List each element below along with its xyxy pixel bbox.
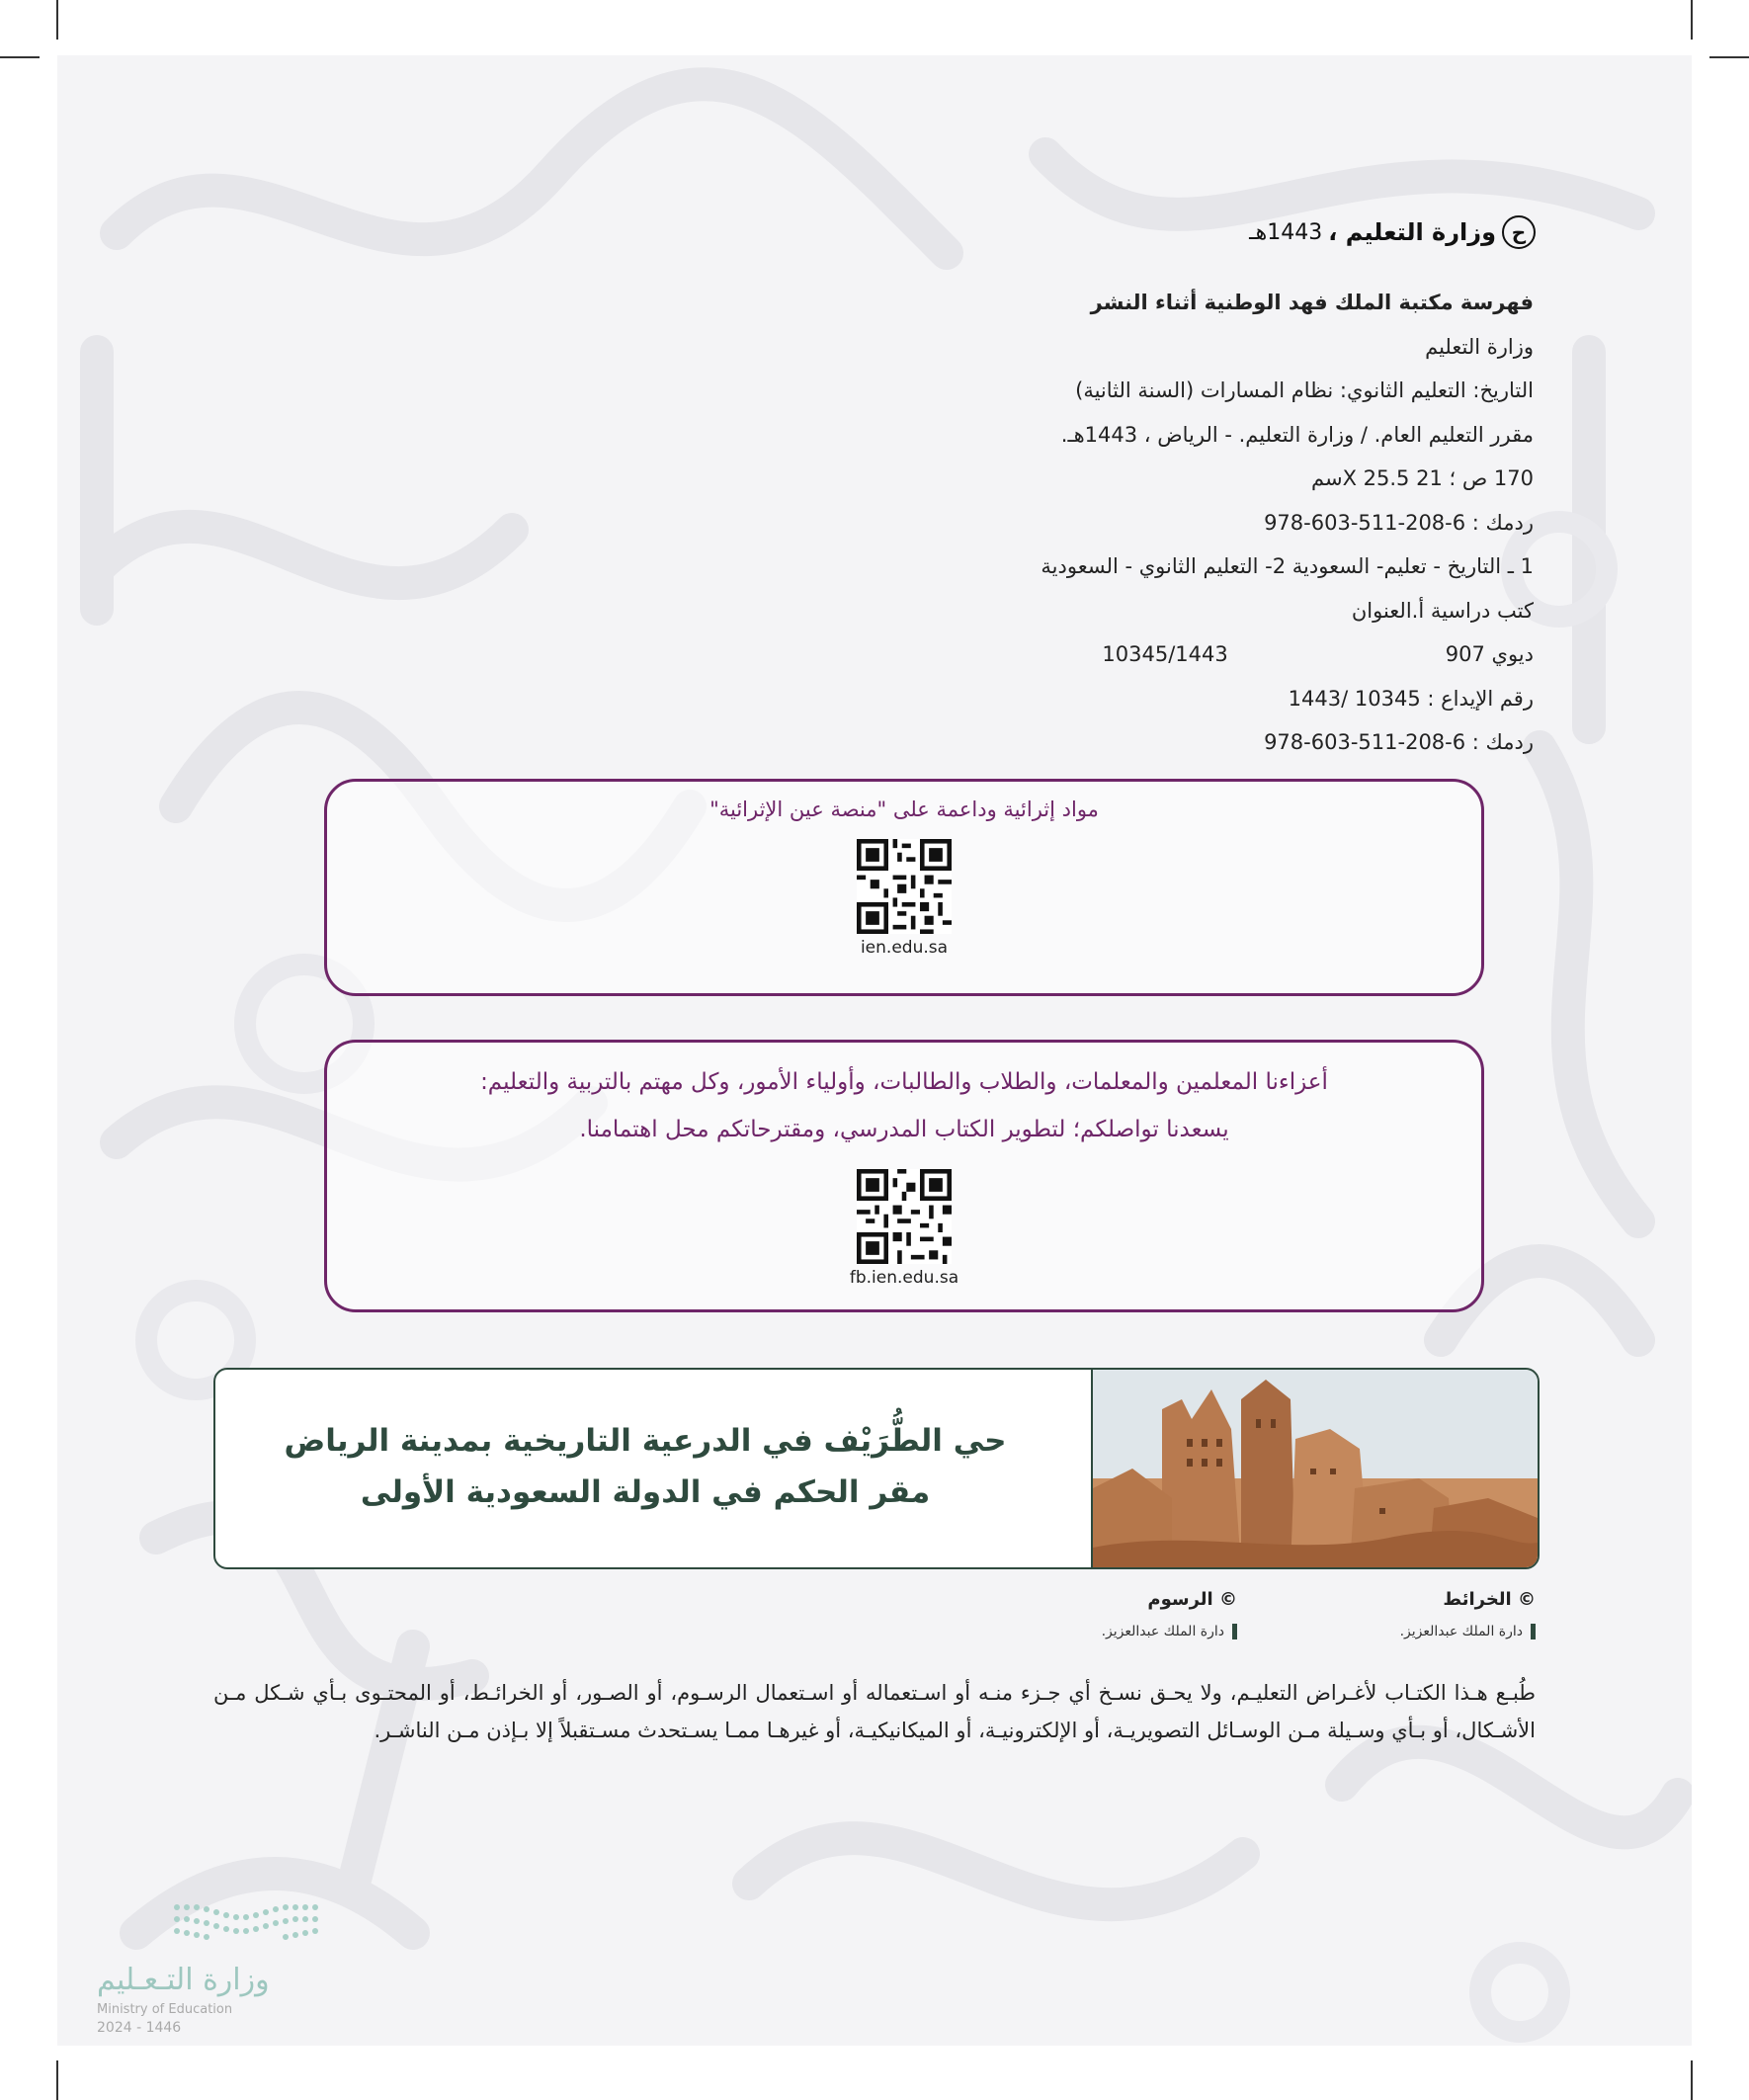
copyright-symbol: ح <box>1502 215 1536 249</box>
enrichment-heading: مواد إثرائية وداعمة على "منصة عين الإثرائية" <box>709 798 1099 821</box>
ministry-name-english: Ministry of Education <box>97 2002 233 2017</box>
qr-code-icon[interactable] <box>857 839 952 934</box>
deposit-number: رقم الإيداع : 10345 /1443 <box>1288 686 1534 711</box>
catalog-line: 1 ـ التاريخ - تعليم- السعودية 2- التعليم الثانوي - السعودية <box>1041 554 1534 578</box>
enrichment-url[interactable]: ien.edu.sa <box>860 938 949 958</box>
mudbrick-ruins-image <box>1093 1370 1538 1567</box>
enrichment-box <box>324 779 1484 996</box>
crop-mark <box>1709 56 1749 58</box>
dewey-row <box>644 632 1534 677</box>
catalog-line: كتب دراسية أ.العنوان <box>1351 598 1534 623</box>
feedback-line-2: يسعدنا تواصلكم؛ لتطوير الكتاب المدرسي، ومقترحاتكم محل اهتمامنا. <box>579 1117 1229 1142</box>
qr-code-icon[interactable] <box>857 1169 952 1264</box>
catalog-line: 170 ص ؛ 21 X 25.5سم <box>1310 466 1534 490</box>
catalog-block <box>644 281 1534 765</box>
dewey-label: ديوي 907 <box>1445 642 1534 666</box>
isbn-line: ردمك : 6-208-511-603-978 <box>1264 730 1534 754</box>
credit-label: © الرسوم <box>1147 1589 1237 1610</box>
copyright-ministry: وزارة التعليم ، <box>1328 218 1496 246</box>
crop-mark <box>1691 2060 1693 2100</box>
credit-source: دارة الملك عبدالعزيز. <box>1102 1624 1237 1639</box>
dewey-number: 10345/1443 <box>1102 642 1228 666</box>
credit-label: © الخرائط <box>1443 1589 1536 1610</box>
feedback-url[interactable]: fb.ien.edu.sa <box>849 1268 959 1288</box>
crop-mark <box>0 56 40 58</box>
catalog-line: وزارة التعليم <box>1425 334 1534 359</box>
banner-line-1: حي الطُّرَيْف في الدرعية التاريخية بمدينة الرياض <box>284 1423 1007 1459</box>
catalog-line: التاريخ: التعليم الثانوي: نظام المسارات (السنة الثانية) <box>1075 378 1534 402</box>
crop-mark <box>1691 0 1693 40</box>
ministry-name-arabic: وزارة التـعـليم <box>97 1963 270 1997</box>
ministry-logo <box>91 1897 328 2046</box>
copyright-line <box>1249 215 1536 249</box>
banner-caption <box>245 1415 1045 1518</box>
feedback-line-1: أعزاءنا المعلمين والمعلمات، والطلاب والطالبات، وأولياء الأمور، وكل مهتم بالتربية والتعليم: <box>480 1069 1328 1095</box>
ministry-dots-icon <box>172 1897 320 1949</box>
ministry-years: 2024 - 1446 <box>97 2020 182 2036</box>
legal-notice: طُبـع هـذا الكتـاب لأغـراض التعليـم، ولا يحـق نسـخ أي جـزء منـه أو اسـتعماله أو اسـتعمال الرسـوم، أو الصـور، أو الخرائـط، أو المحتـوى بـأي شـكل مـن الأشـكال، أو بـأي وسـيلة مـن الوسـائل التصويريـة، أو الإلكترونيـة، أو الميكانيكيـة، أو غيرهـا ممـا يسـتحدث مسـتقبلاً إلا بـإذن مـن الناشـر. <box>213 1681 1536 1742</box>
credit-maps <box>1400 1589 1536 1639</box>
crop-mark <box>56 2060 58 2100</box>
catalog-line: ردمك : 6-208-511-603-978 <box>1264 510 1534 535</box>
photo-banner <box>213 1368 1540 1569</box>
turaif-photo <box>1091 1370 1538 1567</box>
credit-drawings <box>1102 1589 1237 1639</box>
banner-line-2: مقر الحكم في الدولة السعودية الأولى <box>360 1474 931 1510</box>
crop-mark <box>56 0 58 40</box>
catalog-title: فهرسة مكتبة الملك فهد الوطنية أثناء النشر <box>1090 291 1534 314</box>
credit-source: دارة الملك عبدالعزيز. <box>1400 1624 1536 1639</box>
catalog-line: مقرر التعليم العام. / وزارة التعليم. - الرياض ، 1443هـ. <box>1060 422 1534 447</box>
feedback-box <box>324 1040 1484 1312</box>
copyright-year: 1443هـ <box>1249 219 1323 245</box>
